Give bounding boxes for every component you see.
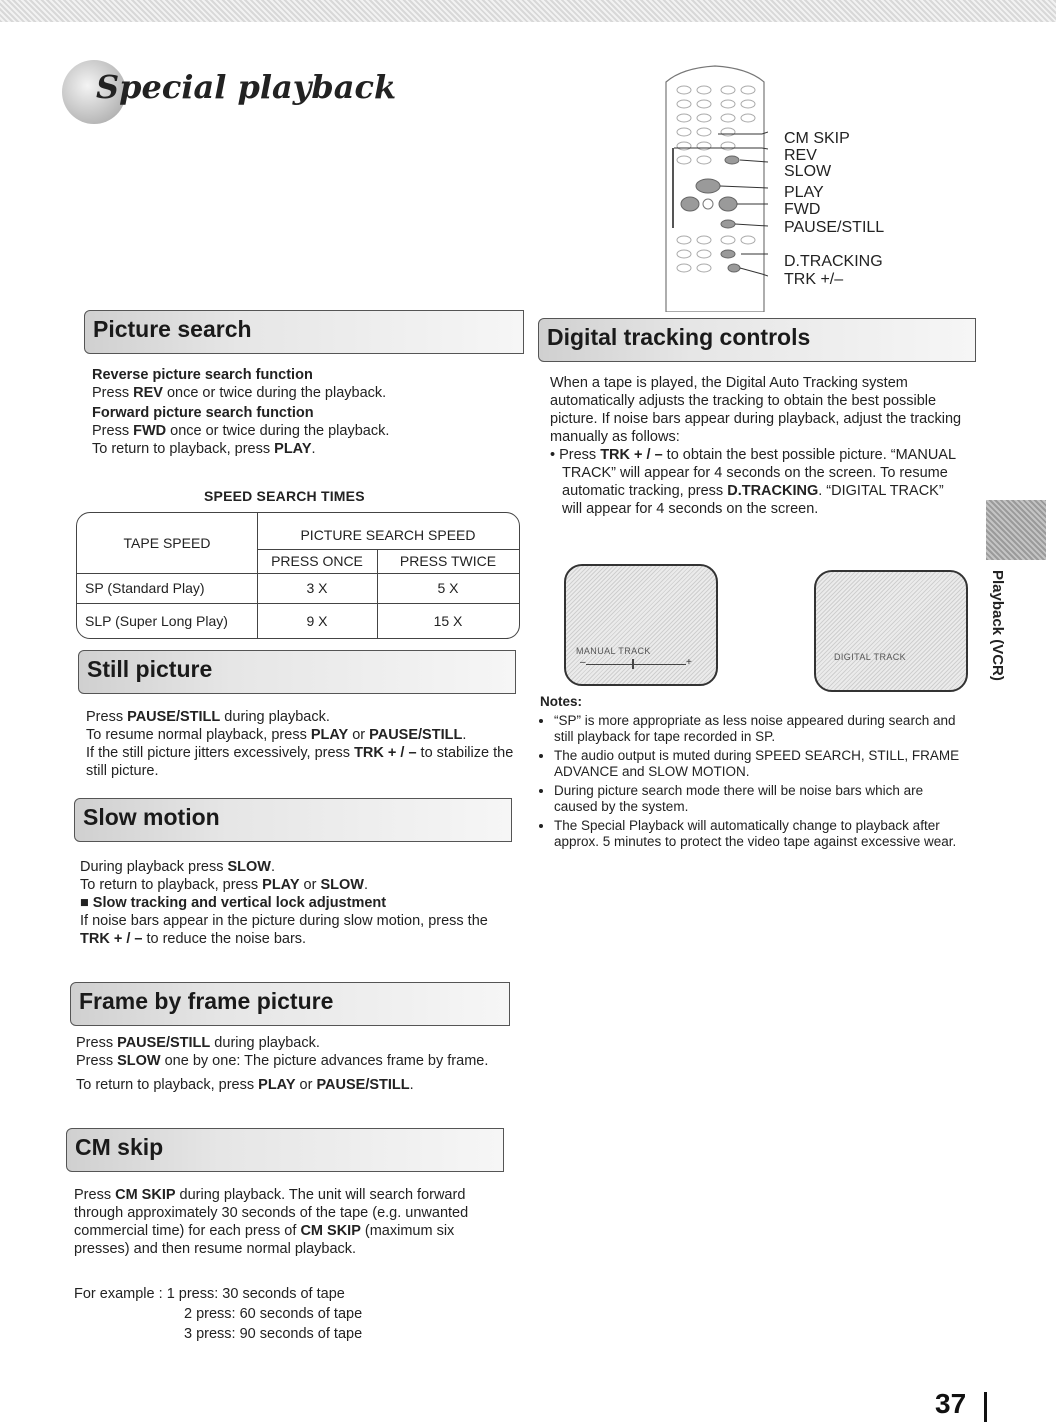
table-row-slp-speed: SLP (Super Long Play)	[85, 612, 228, 629]
cm-skip-body: Press CM SKIP during playback. The unit will search forward through approximately 30 seconds of the tape (e.g. unwanted commercial time) for each press of CM SKIP (maximum six presses) and then resume normal playback.	[74, 1187, 469, 1257]
page-number: 37	[935, 1388, 967, 1419]
speed-table-title: SPEED SEARCH TIMES	[204, 488, 365, 504]
section-heading-cm-skip: CM skip	[66, 1128, 504, 1172]
picture-search-body: Reverse picture search function Press REV once or twice during the playback. Forward picture search function Press FWD once or twice during the playback. To return to playback, press PLAY.	[92, 366, 512, 458]
header-press-once: PRESS ONCE	[271, 553, 363, 569]
slow-tracking-subheading: ■ Slow tracking and vertical lock adjustment	[80, 895, 387, 911]
section-heading-frame-by-frame: Frame by frame picture	[70, 982, 510, 1026]
remote-label-trk: TRK +/–	[784, 271, 844, 288]
section-heading-slow-motion: Slow motion	[74, 798, 512, 842]
reverse-search-title: Reverse picture search function	[92, 367, 313, 383]
side-tab-label: Playback (VCR)	[989, 570, 1006, 681]
remote-label-play: PLAY	[784, 184, 824, 201]
remote-control-icon	[662, 62, 768, 312]
table-row-sp-once: 3 X	[306, 580, 328, 596]
notes: Notes: • “SP” is more appropriate as less noise appeared during search and still playback for tape recorded in SP. • The audio output is muted during SPEED SEARCH, STILL, FRAME ADVANCE and SLOW MOTION. • During picture search mode there will be noise bars which are caused by the system. • The Special Playback will automatically change to playback after approx. 5 minutes to protect the video tape against excessive wear.	[540, 694, 970, 853]
remote-label-rev: REV	[784, 147, 817, 164]
list-item: • During picture search mode there will be noise bars which are caused by the system.	[554, 783, 970, 816]
list-item: • The Special Playback will automatically change to playback after approx. 5 minutes to protect the video tape against excessive wear.	[554, 818, 970, 851]
section-heading-still-picture: Still picture	[78, 650, 516, 694]
header-tape-speed: TAPE SPEED	[123, 535, 211, 551]
remote-label-cm-skip: CM SKIP	[784, 130, 850, 147]
speed-search-table	[76, 512, 520, 639]
header-picture-search-speed: PICTURE SEARCH SPEED	[300, 527, 476, 543]
frame-by-frame-body: Press PAUSE/STILL during playback. Press SLOW one by one: The picture advances frame by frame. To return to playback, press PLAY or PAUSE/STILL.	[76, 1035, 489, 1093]
list-item: • “SP” is more appropriate as less noise appeared during search and still playback for tape recorded in SP.	[554, 713, 970, 746]
digital-tracking-body: When a tape is played, the Digital Auto Tracking system automatically adjusts the tracking to obtain the best possible picture. If noise bars appear during playback, adjust the tracking manually as follows: • Press TRK + / – to obtain the best possible picture. “MANUAL TRACK” will appear for 4 seconds on the screen. To resume automatic tracking, press D.TRACKING. “DIGITAL TRACK” will appear for 4 seconds on the screen.	[550, 375, 962, 517]
section-heading-picture-search: Picture search	[84, 310, 524, 354]
cm-skip-example: For example : 1 press: 30 seconds of tape 2 press: 60 seconds of tape 3 press: 90 seconds of tape	[74, 1286, 363, 1342]
screen-manual-track: MANUAL TRACK – +	[564, 564, 718, 686]
remote-label-slow: SLOW	[784, 163, 832, 180]
slow-motion-body: During playback press SLOW. To return to playback, press PLAY or SLOW. ■ Slow tracking and vertical lock adjustment If noise bars appear in the picture during slow motion, press the TRK + / – to reduce the noise bars.	[80, 858, 500, 948]
table-row-slp-twice: 15 X	[433, 612, 463, 629]
table-row-sp-speed: SP (Standard Play)	[85, 580, 205, 596]
remote-label-pause-still: PAUSE/STILL	[784, 219, 885, 236]
list-item: • The audio output is muted during SPEED SEARCH, STILL, FRAME ADVANCE and SLOW MOTION.	[554, 748, 970, 781]
table-row-sp-twice: 5 X	[437, 580, 459, 596]
section-heading-digital-tracking: Digital tracking controls	[538, 318, 976, 362]
screen-digital-track: DIGITAL TRACK	[814, 570, 968, 692]
top-pattern-band	[0, 0, 1056, 22]
table-row-slp-once: 9 X	[306, 612, 328, 629]
page-number-divider	[984, 1392, 987, 1422]
header-press-twice: PRESS TWICE	[399, 553, 497, 569]
forward-search-title: Forward picture search function	[92, 405, 314, 421]
remote-label-d-tracking: D.TRACKING	[784, 253, 883, 270]
remote-label-fwd: FWD	[784, 201, 821, 218]
side-tab-marker	[986, 500, 1046, 560]
still-picture-body: Press PAUSE/STILL during playback. To resume normal playback, press PLAY or PAUSE/STILL. If the still picture jitters excessively, press TRK + / – to stabilize the still picture.	[86, 709, 514, 779]
